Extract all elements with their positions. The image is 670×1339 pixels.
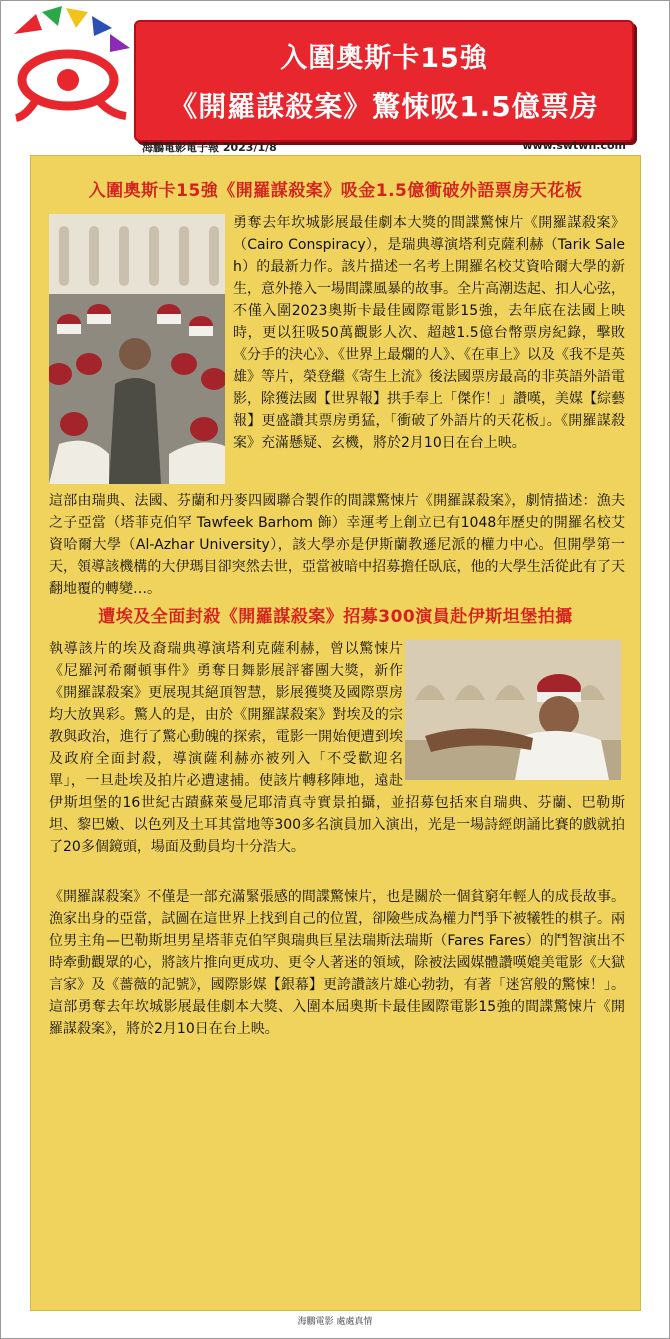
- film-still-crowd: [49, 214, 225, 484]
- section2-paragraph1-text: 執導該片的埃及裔瑞典導演塔利克薩利赫，曾以驚悚片《尼羅河希爾頓事件》勇奪日舞影展評審團大獎，新作《開羅謀殺案》更展現其絕頂智慧，影展獲獎及國際票房均大放異彩。驚人的是，由於《開羅謀殺案》對埃及的宗教與政治，進行了驚心動魄的探索，電影一開始便遭到埃及政府全面封殺，導演薩利赫亦被列入「不受歡迎名單」，一旦赴埃及拍片必遭逮捕。使該片轉移陣地，遠赴伊斯坦堡的16世紀古蹟蘇萊曼尼耶清真寺實景拍攝，並招募包括來自瑞典、芬蘭、巴勒斯坦、黎巴嫩、以色列及土耳其當地等300多名演員加入演出，光是一場詩經朗誦比賽的戲就拍了20多個鏡頭，場面及動員均十分浩大。: [49, 641, 625, 855]
- banner-title-line2: 《開羅謀殺案》驚悚吸1.5億票房: [169, 90, 599, 123]
- section2-heading: 遭埃及全面封殺《開羅謀殺案》招募300演員赴伊斯坦堡拍攝: [98, 607, 573, 627]
- banner-title-line1: 入圍奧斯卡15強: [280, 43, 488, 74]
- section2-paragraph1: [49, 638, 625, 858]
- title-banner: [134, 20, 634, 142]
- source-date: 海鵬電影電子報 2023/1/8: [142, 141, 277, 154]
- section2-paragraph2: 《開羅謀殺案》不僅是一部充滿緊張感的間諜驚悚片，也是關於一個貧窮年輕人的成長故事。漁家出身的亞當，試圖在這世界上找到自己的位置，卻險些成為權力鬥爭下被犧牲的棋子。兩位男主角—巴勒斯坦男星塔菲克伯罕與瑞典巨星法瑞斯法瑞斯（Fares Fares）的鬥智演出不時牽動觀眾的心，將該片推向更成功、更令人著迷的領域，除被法國媒體讚嘆媲美電影《大獄言家》及《薔薇的記號》，國際影媒【銀幕】更誇讚該片雄心勃勃，有著「迷宮般的驚悚！」。這部勇奪去年坎城影展最佳劇本大獎、入圍本屆奧斯卡最佳國際電影15強的間諜驚悚片《開羅謀殺案》，將於2月10日在台上映。: [49, 889, 625, 1037]
- section1-heading: 入圍奧斯卡15強《開羅謀殺案》吸金1.5億衝破外語票房天花板: [88, 181, 583, 201]
- footer-brand: 海鵬電影 處處真情: [297, 1317, 373, 1327]
- section1-paragraph2: 這部由瑞典、法國、芬蘭和丹麥四國聯合製作的間諜驚悚片《開羅謀殺案》，劇情描述：漁夫之子亞當（塔菲克伯罕 Tawfeek Barhom 飾）幸運考上創立已有1048年歷史的開羅名校艾資哈爾大學（Al-Azhar University），該大學亦是伊斯蘭教遜尼派的權力中心。但開學第一天，領導該機構的大伊瑪目卻突然去世，亞當被暗中招募擔任臥底，他的大學生活從此有了天翻地覆的轉變…。: [49, 493, 625, 597]
- source-url[interactable]: www.swtwn.com: [522, 139, 626, 152]
- haipeng-logo: [6, 4, 138, 122]
- section1-paragraph1: 勇奪去年坎城影展最佳劇本大獎的間諜驚悚片《開羅謀殺案》（Cairo Conspiracy），是瑞典導演塔利克薩利赫（Tarik Saleh）的最新力作。該片描述一名考上開羅名校艾資哈爾大學的新生，意外捲入一場間諜風暴的故事。全片高潮迭起、扣人心弦，不僅入圍2023奧斯卡最佳國際電影15強，去年底在法國上映時，更以狂吸50萬觀影人次、超越1.5億台幣票房紀錄，擊敗《分手的決心》、《世界上最爛的人》、《在車上》以及《我不是英雄》等片，榮登繼《寄生上流》後法國票房最高的非英語外語電影，除獲法國【世界報】拱手奉上「傑作！」讚嘆，美媒【綜藝報】更盛讚其票房勇猛，「衝破了外語片的天花板」。《開羅謀殺案》充滿懸疑、玄機，將於2月10日在台上映。: [233, 215, 625, 451]
- article-panel: [30, 155, 641, 1311]
